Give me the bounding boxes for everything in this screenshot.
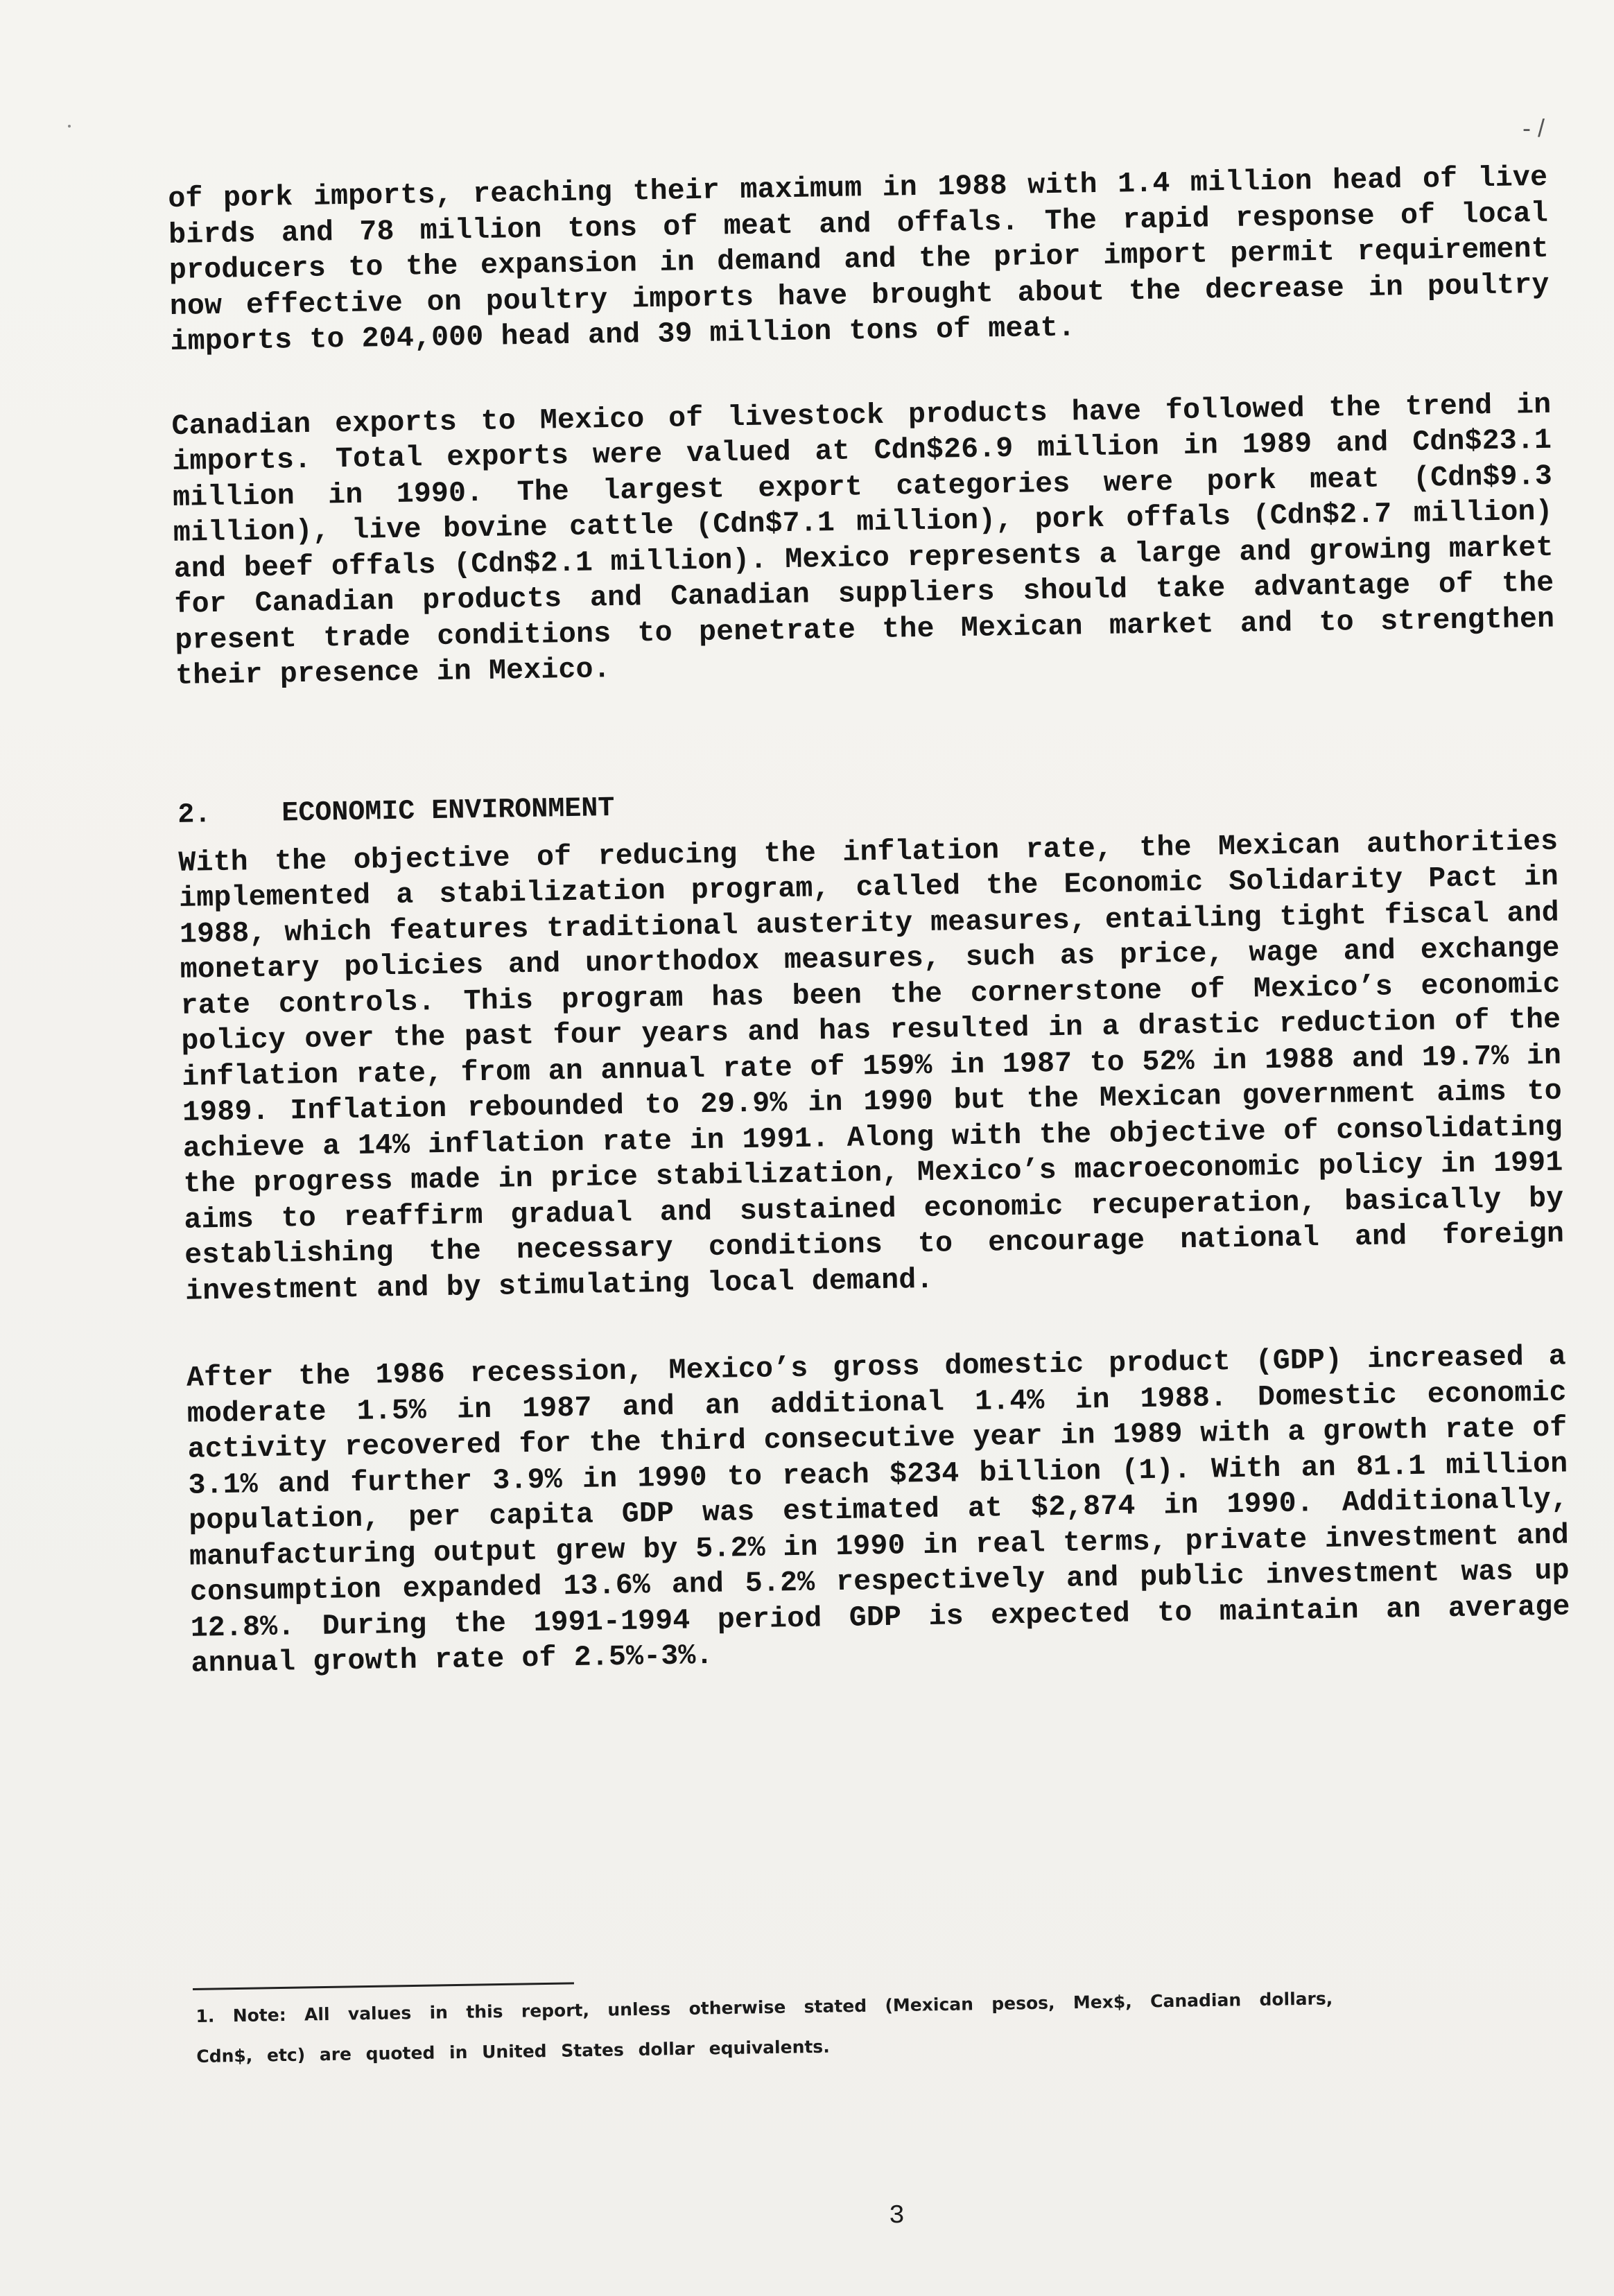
section-number: 2.	[177, 799, 211, 831]
paragraph-stabilization-program: With the objective of reducing the inflation rate, the Mexican authorities implemented a stabilization program, called the Economic Solidarity Pact in 1988, which features traditional austerity measures, entailing tight fiscal and monetary policies and unorthodox measures, such as price, wage and exchange rate controls. This program has been the cornerstone of Mexico’s economic policy over the past four years and has resulted in a drastic reduction of the inflation rate, from an annual rate of 159% in 1987 to 52% in 1988 and 19.7% in 1989. Inflation rebounded to 29.9% in 1990 but the Mexican government aims to achieve a 14% inflation rate in 1991. Along with the objective of consolidating the progress made in price stabilization, Mexico’s macroeconomic policy in 1991 aims to reaffirm gradual and sustained economic recuperation, basically by establishing the necessary conditions to encourage national and foreign investment and by stimulating local demand.	[178, 825, 1565, 1308]
footnote-divider	[193, 1982, 574, 1990]
corner-mark: - /	[1522, 114, 1545, 142]
footnote: 1. Note: All values in this report, unless otherwise stated (Mexican pesos, Mex$, Canadian dollars, Cdn$, etc) are quoted in United States dollar equivalents.	[196, 1988, 1333, 2067]
page-number: 3	[889, 2201, 905, 2231]
paragraph-canadian-exports: Canadian exports to Mexico of livestock products have followed the trend in imports. Total exports were valued at Cdn$26.9 million in 1989 and Cdn$23.1 million in 1990. The largest export categories were pork meat (Cdn$9.3 million), live bovine cattle (Cdn$7.1 million), pork offals (Cdn$2.7 million) and beef offals (Cdn$2.1 million). Mexico represents a large and growing market for Canadian products and Canadian suppliers should take advantage of the present trade conditions to penetrate the Mexican market and to strengthen their presence in Mexico.	[171, 388, 1555, 693]
section-heading	[177, 776, 1558, 833]
paragraph-poultry-imports: of pork imports, reaching their maximum in 1988 with 1.4 million head of live birds and 78 million tons of meat and offals. The rapid response of local producers to the expansion in demand and the prior import permit requirement now effective on poultry imports have brought about the decrease in poultry imports to 204,000 head and 39 million tons of meat.	[168, 161, 1550, 358]
scan-speck	[68, 125, 71, 128]
paragraph-gdp-growth: After the 1986 recession, Mexico’s gross domestic product (GDP) increased a moderate 1.5% in 1987 and an additional 1.4% in 1988. Domestic economic activity recovered for the third consecutive year in 1989 with a growth rate of 3.1% and further 3.9% in 1990 to reach $234 billion (1). With an 81.1 million population, per capita GDP was estimated at $2,874 in 1990. Additionally, manufacturing output grew by 5.2% in 1990 in real terms, private investment and consumption expanded 13.6% and 5.2% respectively and public investment was up 12.8%. During the 1991-1994 period GDP is expected to maintain an average annual growth rate of 2.5%-3%.	[186, 1340, 1570, 1680]
section-title: ECONOMIC ENVIRONMENT	[281, 792, 615, 830]
body-text	[168, 160, 1571, 1682]
